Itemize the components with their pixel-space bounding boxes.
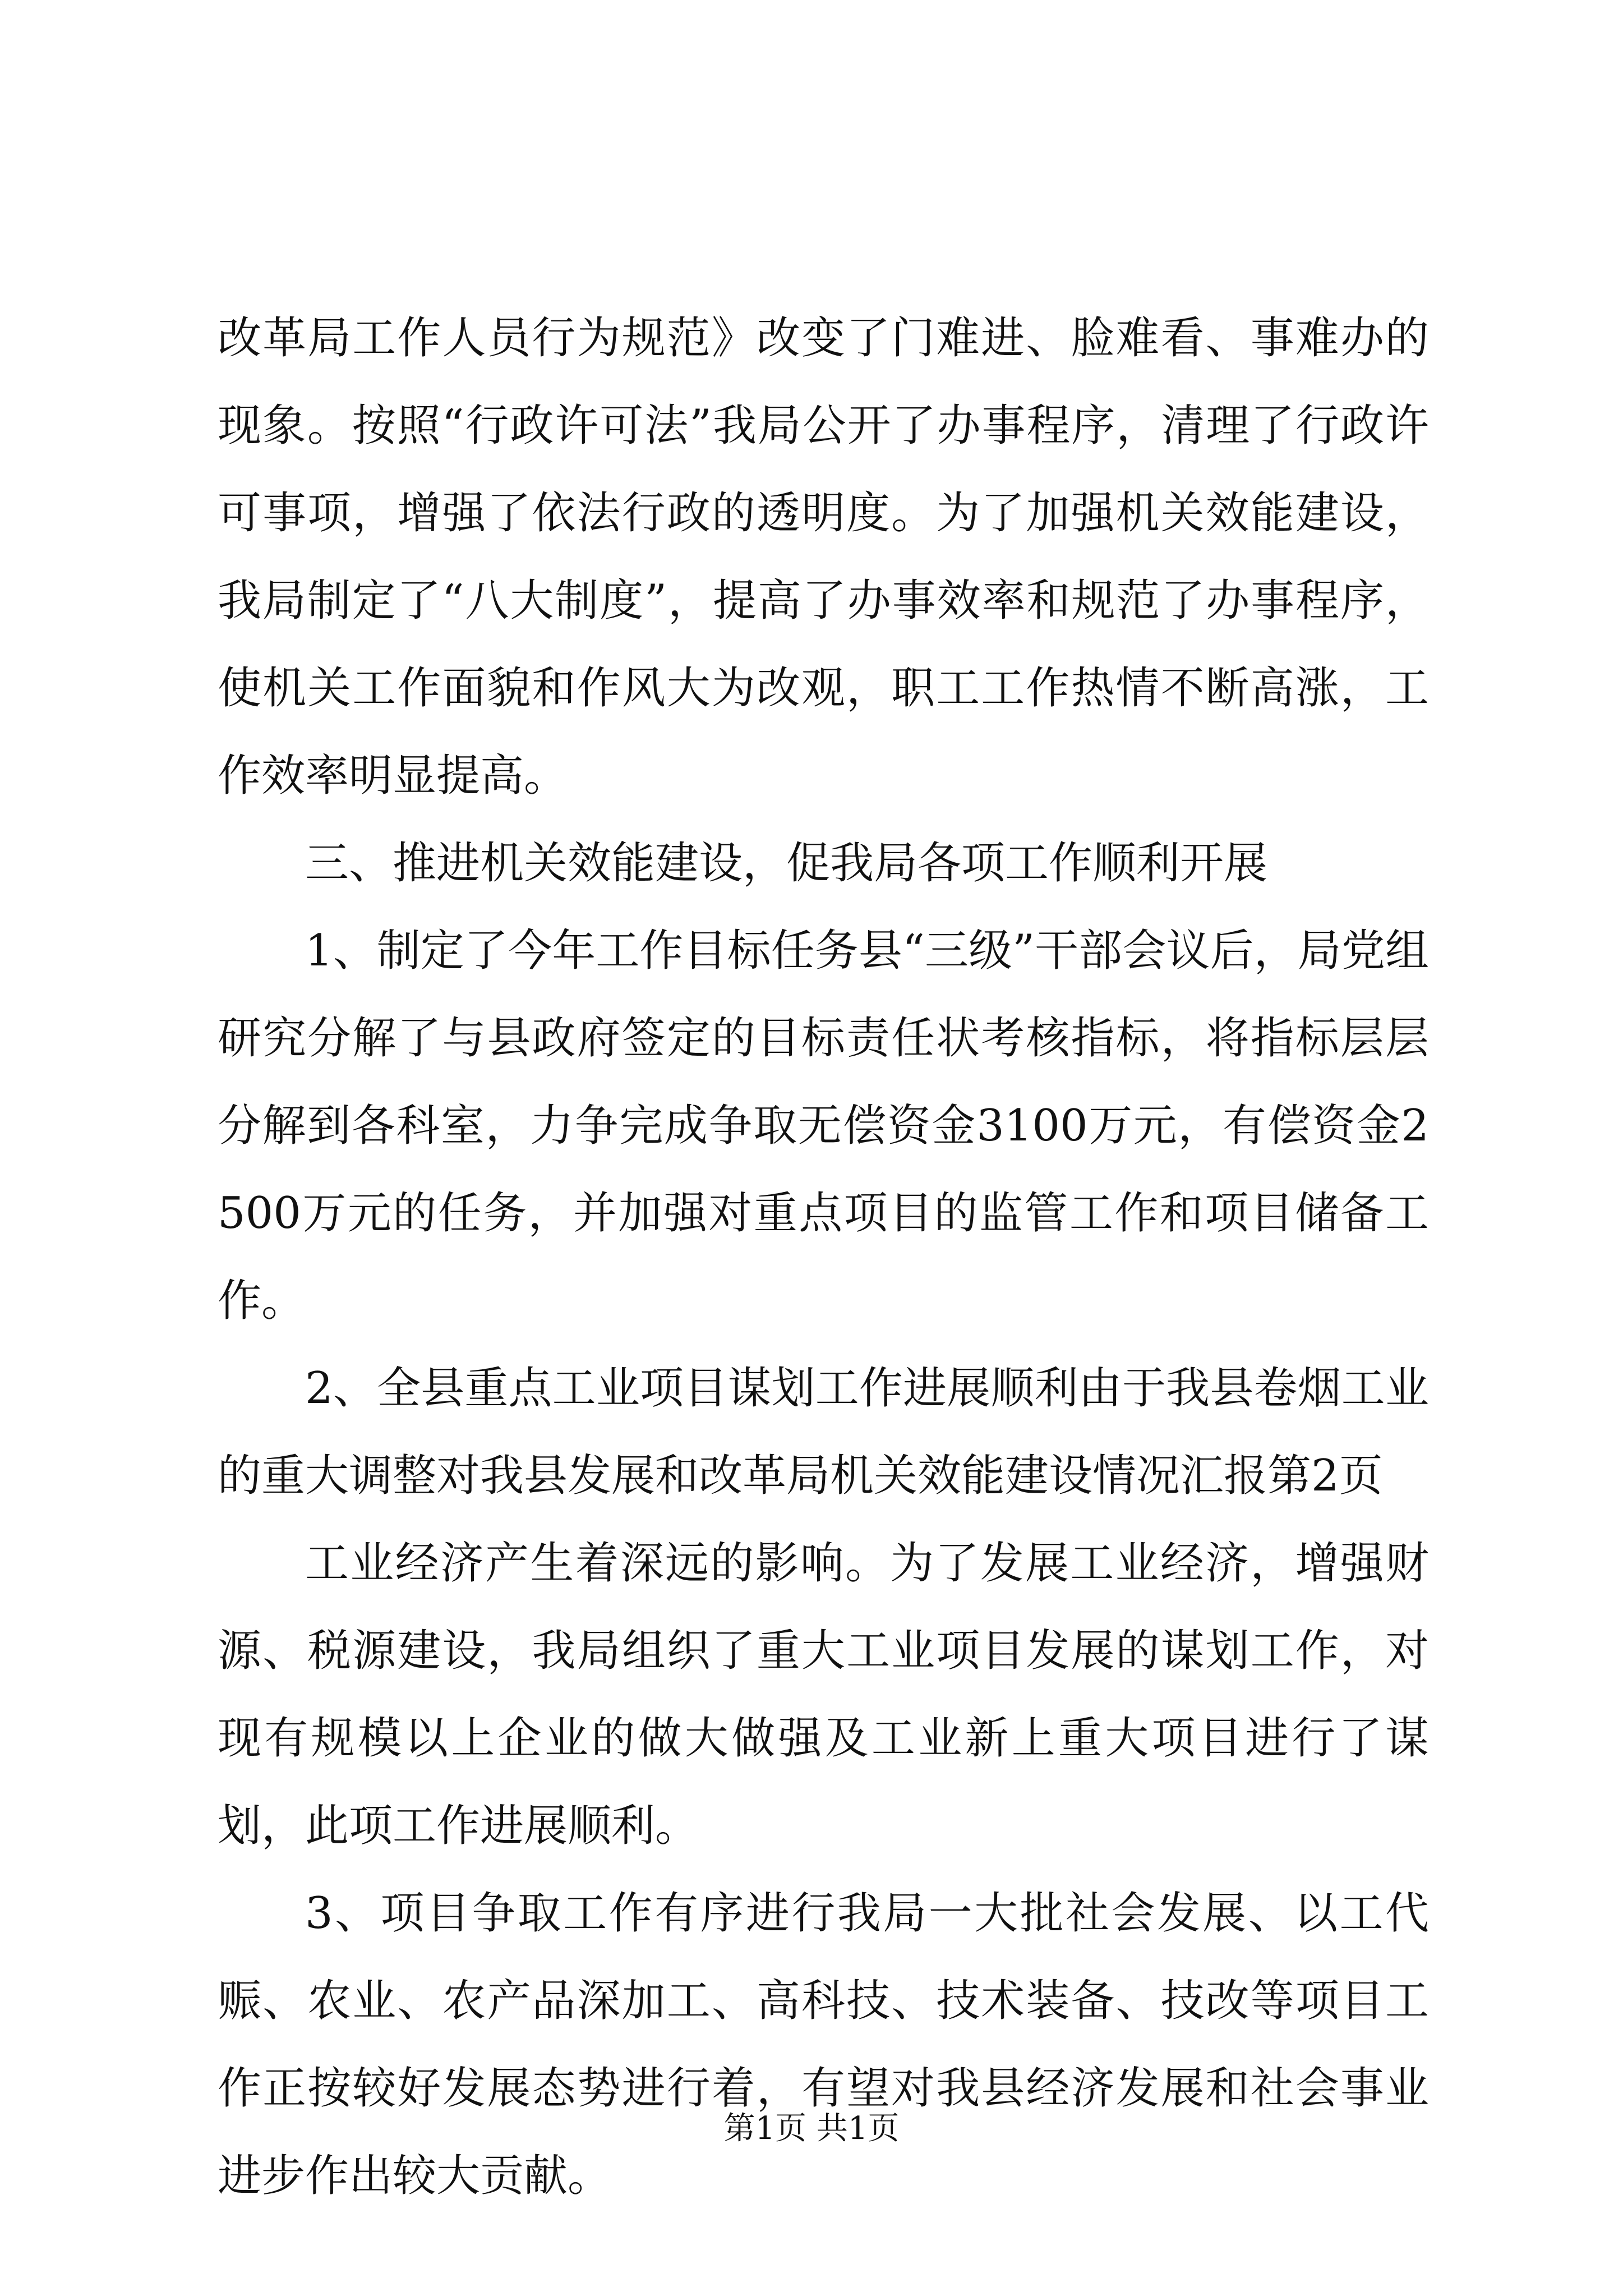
page-footer: 第1页 共1页: [723, 2110, 900, 2147]
paragraph-item-2: 2、全县重点工业项目谋划工作进展顺利由于我县卷烟工业的重大调整对我县发展和改革局机关效能建设情况汇报第2页: [218, 1363, 1429, 1501]
document-body: [218, 295, 1429, 2220]
section-heading-3: 三、推进机关效能建设，促我局各项工作顺利开展: [305, 838, 1268, 889]
paragraph-continuation: 工业经济产生着深远的影响。为了发展工业经济，增强财源、税源建设，我局组织了重大工业项目发展的谋划工作，对现有规模以上企业的做大做强及工业新上重大项目进行了谋划，此项工作进展顺利。: [218, 1538, 1429, 1851]
paragraph-1: 改革局工作人员行为规范》改变了门难进、脸难看、事难办的现象。按照“行政许可法”我局公开了办事程序，清理了行政许可事项，增强了依法行政的透明度。为了加强机关效能建设，我局制定了“八大制度”，提高了办事效率和规范了办事程序，使机关工作面貌和作风大为改观，职工工作热情不断高涨，工作效率明显提高。: [218, 313, 1429, 801]
paragraph-item-3: 3、项目争取工作有序进行我局一大批社会发展、以工代赈、农业、农产品深加工、高科技、技术装备、技改等项目工作正按较好发展态势进行着，有望对我县经济发展和社会事业进步作出较大贡献。: [218, 1888, 1429, 2201]
paragraph-item-1: 1、制定了今年工作目标任务县“三级”干部会议后，局党组研究分解了与县政府签定的目标责任状考核指标，将指标层层分解到各科室，力争完成争取无偿资金3100万元，有偿资金2500万元的任务，并加强对重点项目的监管工作和项目储备工作。: [218, 926, 1429, 1326]
